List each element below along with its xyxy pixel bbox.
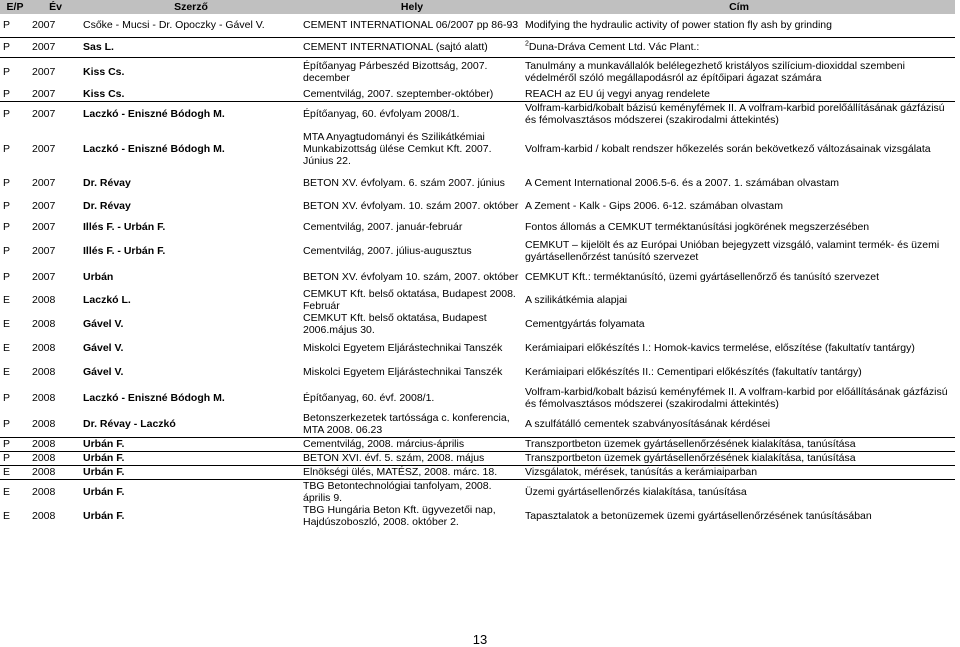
row-author-text: Urbán F. (83, 510, 125, 522)
row-year (30, 237, 81, 265)
row-venue (301, 451, 523, 465)
row-author (81, 465, 301, 479)
table-row (0, 57, 955, 87)
row-ep-text: P (3, 270, 11, 283)
row-venue (301, 265, 523, 288)
row-title (523, 101, 955, 127)
row-title-text: Transzportbeton üzemek gyártásellenőrzésének kialakítása, tanúsítása (525, 452, 856, 464)
row-venue (301, 479, 523, 504)
row-author-text: Laczkó L. (83, 294, 131, 306)
table-header (0, 0, 955, 14)
row-ep (0, 504, 30, 529)
row-title-text: CEMKUT – kijelölt és az Európai Unióban bejegyzett vizsgáló, valamint termék- és üzemi gyártásellenőrzést tanúsító szervezet (525, 239, 940, 263)
table-row (0, 479, 955, 504)
row-year (30, 101, 81, 127)
row-year (30, 288, 81, 312)
row-title (523, 217, 955, 237)
row-author-text: Kiss Cs. (83, 87, 125, 100)
row-title (523, 265, 955, 288)
row-ep-text: E (3, 342, 11, 354)
table-row (0, 101, 955, 127)
row-year-text: 2007 (32, 87, 56, 100)
table-row (0, 194, 955, 217)
row-ep (0, 194, 30, 217)
row-title-text: A szulfátálló cementek szabványosításának kérdései (525, 417, 771, 430)
row-ep-text: P (3, 199, 11, 212)
row-title (523, 504, 955, 529)
row-year-text: 2008 (32, 342, 56, 354)
row-venue (301, 360, 523, 384)
row-ep (0, 171, 30, 194)
row-title (523, 194, 955, 217)
header-ep: E/P (0, 0, 30, 14)
row-title (523, 384, 955, 411)
row-ep (0, 288, 30, 312)
row-title-text: Duna-Dráva Cement Ltd. Vác Plant.: (528, 41, 700, 53)
row-venue-text: CEMKUT Kft. belső oktatása, Budapest 2008. Február (303, 288, 516, 312)
row-ep (0, 14, 30, 37)
row-title-text: Tapasztalatok a betonüzemek üzemi gyártásellenőrzésének tanúsításában (525, 510, 872, 522)
row-venue-text: Miskolci Egyetem Eljárástechnikai Tanszék (303, 342, 503, 354)
row-ep (0, 451, 30, 465)
row-venue-text: Elnökségi ülés, MATÉSZ, 2008. márc. 18. (303, 466, 498, 478)
row-year (30, 127, 81, 171)
table-row (0, 14, 955, 37)
row-year-text: 2008 (32, 438, 56, 450)
row-title (523, 127, 955, 171)
row-ep (0, 87, 30, 101)
table-row (0, 384, 955, 411)
row-year (30, 479, 81, 504)
row-year-text: 2007 (32, 176, 56, 189)
row-title (523, 479, 955, 504)
table-row (0, 336, 955, 360)
row-author-text: Illés F. - Urbán F. (83, 245, 166, 257)
row-year-text: 2008 (32, 294, 56, 306)
row-year (30, 451, 81, 465)
row-venue-text: Cementvilág, 2008. március-április (303, 438, 465, 450)
row-ep-text: P (3, 221, 11, 233)
table-row (0, 265, 955, 288)
row-year (30, 14, 81, 37)
table-row (0, 504, 955, 529)
row-venue-text: BETON XVI. évf. 5. szám, 2008. május (303, 452, 485, 464)
row-ep-text: P (3, 87, 11, 100)
row-title (523, 312, 955, 336)
table-row (0, 217, 955, 237)
row-year-text: 2007 (32, 19, 56, 32)
row-author (81, 411, 301, 437)
row-venue (301, 465, 523, 479)
row-author-text: Laczkó - Eniszné Bódogh M. (83, 143, 225, 155)
row-venue-text: TBG Hungária Beton Kft. ügyvezetői nap, Hajdúszoboszló, 2008. október 2. (303, 504, 496, 528)
row-author (81, 237, 301, 265)
row-title-text: Üzemi gyártásellenőrzés kialakítása, tanúsítása (525, 485, 747, 498)
row-author (81, 360, 301, 384)
row-ep (0, 336, 30, 360)
row-author (81, 336, 301, 360)
row-year-text: 2007 (32, 66, 56, 79)
row-venue (301, 411, 523, 437)
row-ep-text: P (3, 391, 11, 404)
row-year (30, 411, 81, 437)
row-venue (301, 14, 523, 37)
row-author-text: Urbán F. (83, 485, 125, 498)
row-title-text: A Zement - Kalk - Gips 2006. 6-12. számában olvastam (525, 199, 783, 212)
row-year (30, 465, 81, 479)
row-author (81, 87, 301, 101)
row-author (81, 127, 301, 171)
row-author-text: Gável V. (83, 318, 124, 330)
row-ep-text: P (3, 438, 11, 450)
table-row (0, 312, 955, 336)
row-title (523, 237, 955, 265)
row-title-text: Kerámiaipari előkészítés II.: Cementipari előkészítés (fakultatív tantárgy) (525, 366, 862, 378)
row-title (523, 451, 955, 465)
row-venue-text: CEMKUT Kft. belső oktatása, Budapest 2006.május 30. (303, 312, 487, 336)
row-ep-text: P (3, 417, 11, 430)
row-author (81, 479, 301, 504)
row-venue-text: Építőanyag, 60. évf. 2008/1. (303, 391, 435, 404)
row-author-text: Dr. Révay (83, 176, 131, 189)
row-year (30, 384, 81, 411)
row-author (81, 217, 301, 237)
row-venue (301, 384, 523, 411)
row-year (30, 194, 81, 217)
row-ep (0, 217, 30, 237)
table-row (0, 127, 955, 171)
row-author-text: Gável V. (83, 366, 124, 378)
row-ep-text: P (3, 143, 11, 155)
row-year-text: 2008 (32, 318, 56, 330)
row-ep (0, 37, 30, 57)
row-author (81, 504, 301, 529)
row-title-text: Volfram-karbid/kobalt bázisú keményfémek II. A volfram-karbid por előállításának gázfázisú és fémolvasztásos módszerei (szakirodalmi áttekintés) (525, 385, 948, 410)
row-author (81, 288, 301, 312)
row-ep-text: E (3, 510, 11, 522)
row-venue-text: BETON XV. évfolyam. 6. szám 2007. június (303, 176, 505, 189)
row-venue (301, 217, 523, 237)
row-title-text: Fontos állomás a CEMKUT terméktanúsítási jogkörének megszerzésében (525, 221, 870, 233)
row-venue-text: Cementvilág, 2007. szeptember-október) (303, 87, 494, 100)
row-author-text: Sas L. (83, 41, 114, 53)
row-title (523, 360, 955, 384)
table-row (0, 87, 955, 101)
row-ep (0, 384, 30, 411)
row-venue (301, 101, 523, 127)
table-row (0, 437, 955, 451)
row-ep-text: P (3, 19, 11, 32)
row-venue (301, 336, 523, 360)
row-ep-text: E (3, 294, 11, 306)
row-venue-text: Miskolci Egyetem Eljárástechnikai Tanszék (303, 366, 503, 378)
row-title (523, 171, 955, 194)
row-author (81, 101, 301, 127)
row-venue (301, 37, 523, 57)
row-venue (301, 437, 523, 451)
row-author-text: Dr. Révay (83, 199, 131, 212)
row-ep (0, 237, 30, 265)
row-venue (301, 87, 523, 101)
row-title-text: CEMKUT Kft.: terméktanúsító, üzemi gyártásellenőrző és tanúsító szervezet (525, 270, 880, 283)
header-cim: Cím (523, 0, 955, 14)
row-title-text: Vizsgálatok, mérések, tanúsítás a kerámiaiparban (525, 466, 758, 478)
row-year-text: 2007 (32, 199, 56, 212)
row-year-text: 2007 (32, 221, 56, 233)
row-author (81, 37, 301, 57)
row-venue (301, 127, 523, 171)
row-title (523, 411, 955, 437)
row-ep (0, 57, 30, 87)
row-venue-text: Betonszerkezetek tartóssága c. konferencia, MTA 2008. 06.23 (303, 411, 510, 436)
row-venue-text: CEMENT INTERNATIONAL 06/2007 pp 86-93 (303, 19, 519, 32)
row-title (523, 336, 955, 360)
header-szerzo: Szerző (81, 0, 301, 14)
row-year-text: 2008 (32, 417, 56, 430)
row-title (523, 87, 955, 101)
row-author (81, 14, 301, 37)
row-year-text: 2008 (32, 391, 56, 404)
row-author (81, 171, 301, 194)
row-title-text: Volfram-karbid / kobalt rendszer hőkezelés során bekövetkező változásainak vizsgálata (525, 143, 931, 155)
row-author (81, 194, 301, 217)
row-author-text: Csőke - Mucsi - Dr. Opoczky - Gável V. (83, 19, 265, 32)
table-row (0, 360, 955, 384)
table-row (0, 171, 955, 194)
table-row (0, 465, 955, 479)
row-year (30, 171, 81, 194)
row-year-text: 2007 (32, 270, 56, 283)
row-venue-text: CEMENT INTERNATIONAL (sajtó alatt) (303, 41, 488, 53)
row-author (81, 451, 301, 465)
row-title-text: Tanulmány a munkavállalók belélegezhető kristályos szilícium-dioxiddal szembeni védelméről szóló megállapodásról az építőipari ágazat számára (525, 60, 905, 85)
row-ep (0, 265, 30, 288)
table-row (0, 237, 955, 265)
row-ep-text: P (3, 108, 11, 121)
row-author-text: Illés F. - Urbán F. (83, 221, 166, 233)
row-author-text: Urbán (83, 270, 114, 283)
row-title-text: A Cement International 2006.5-6. és a 2007. 1. számában olvastam (525, 176, 840, 189)
row-ep-text: E (3, 466, 11, 478)
row-venue-text: TBG Betontechnológiai tanfolyam, 2008. április 9. (303, 479, 492, 504)
row-year (30, 87, 81, 101)
row-year (30, 336, 81, 360)
row-ep (0, 360, 30, 384)
row-title (523, 57, 955, 87)
row-author (81, 437, 301, 451)
table-row (0, 451, 955, 465)
row-year-text: 2007 (32, 108, 56, 121)
row-ep (0, 479, 30, 504)
row-venue (301, 57, 523, 87)
row-venue-text: Építőanyag Párbeszéd Bizottság, 2007. december (303, 60, 488, 85)
row-ep-text: P (3, 176, 11, 189)
row-year-text: 2007 (32, 245, 56, 257)
header-hely: Hely (301, 0, 523, 14)
row-ep (0, 127, 30, 171)
row-ep-text: P (3, 66, 11, 79)
row-title-text: Cementgyártás folyamata (525, 318, 645, 330)
row-author (81, 384, 301, 411)
row-author-text: Gável V. (83, 342, 124, 354)
row-ep-text: P (3, 452, 11, 464)
row-ep-text: E (3, 485, 11, 498)
row-title-text: Transzportbeton üzemek gyártásellenőrzésének kialakítása, tanúsítása (525, 438, 856, 450)
row-year-text: 2007 (32, 143, 56, 155)
table-row (0, 37, 955, 57)
row-title-text: REACH az EU új vegyi anyag rendelete (525, 87, 711, 100)
row-author (81, 312, 301, 336)
row-title (523, 437, 955, 451)
row-author-text: Kiss Cs. (83, 66, 125, 79)
row-venue (301, 237, 523, 265)
row-title-text: Kerámiaipari előkészítés I.: Homok-kavics termelése, előszítése (fakultatív tantárgy) (525, 342, 915, 354)
row-title-text: A szilikátkémia alapjai (525, 294, 628, 306)
row-venue-text: Cementvilág, 2007. január-február (303, 221, 463, 233)
row-title (523, 288, 955, 312)
row-venue (301, 171, 523, 194)
row-author (81, 57, 301, 87)
row-title (523, 465, 955, 479)
row-year-text: 2008 (32, 510, 56, 522)
row-venue-text: Építőanyag, 60. évfolyam 2008/1. (303, 108, 460, 121)
row-ep-text: E (3, 366, 11, 378)
row-year (30, 504, 81, 529)
row-year-text: 2007 (32, 41, 56, 53)
row-venue (301, 504, 523, 529)
row-author-text: Laczkó - Eniszné Bódogh M. (83, 108, 225, 121)
table-row (0, 288, 955, 312)
row-venue (301, 288, 523, 312)
row-author-text: Dr. Révay - Laczkó (83, 417, 176, 430)
row-author-text: Laczkó - Eniszné Bódogh M. (83, 391, 225, 404)
row-year (30, 360, 81, 384)
row-year (30, 312, 81, 336)
row-title-superscript: 2 (525, 40, 529, 48)
row-venue-text: Cementvilág, 2007. július-augusztus (303, 245, 472, 257)
row-author (81, 265, 301, 288)
row-year-text: 2008 (32, 366, 56, 378)
row-venue-text: BETON XV. évfolyam. 10. szám 2007. október (303, 199, 519, 212)
row-ep-text: P (3, 245, 11, 257)
row-ep-text: P (3, 41, 11, 53)
row-year-text: 2008 (32, 485, 56, 498)
table-row (0, 411, 955, 437)
row-title-text: Modifying the hydraulic activity of power station fly ash by grinding (525, 19, 832, 32)
row-title (523, 37, 955, 57)
row-author-text: Urbán F. (83, 438, 125, 450)
row-year (30, 57, 81, 87)
page-number: 13 (472, 632, 488, 647)
row-venue-text: BETON XV. évfolyam 10. szám, 2007. október (303, 270, 519, 283)
row-ep (0, 465, 30, 479)
row-year (30, 217, 81, 237)
row-title-text: Volfram-karbid/kobalt bázisú keményfémek II. A volfram-karbid porelőállításának gázfázisú és fémolvasztásos módszerei (szakirodalmi áttekintés) (525, 102, 945, 127)
row-ep-text: E (3, 318, 11, 330)
row-author-text: Urbán F. (83, 466, 125, 478)
row-venue-text: MTA Anyagtudományi és Szilikátkémiai Munkabizottság ülése Cemkut Kft. 2007. Június 22. (303, 131, 492, 167)
row-year (30, 437, 81, 451)
row-ep (0, 101, 30, 127)
row-year-text: 2008 (32, 452, 56, 464)
row-year-text: 2008 (32, 466, 56, 478)
row-ep (0, 312, 30, 336)
row-author-text: Urbán F. (83, 452, 125, 464)
row-venue (301, 312, 523, 336)
header-ev: Év (30, 0, 81, 14)
row-title (523, 14, 955, 37)
row-year (30, 37, 81, 57)
row-year (30, 265, 81, 288)
row-venue (301, 194, 523, 217)
row-ep (0, 437, 30, 451)
row-ep (0, 411, 30, 437)
